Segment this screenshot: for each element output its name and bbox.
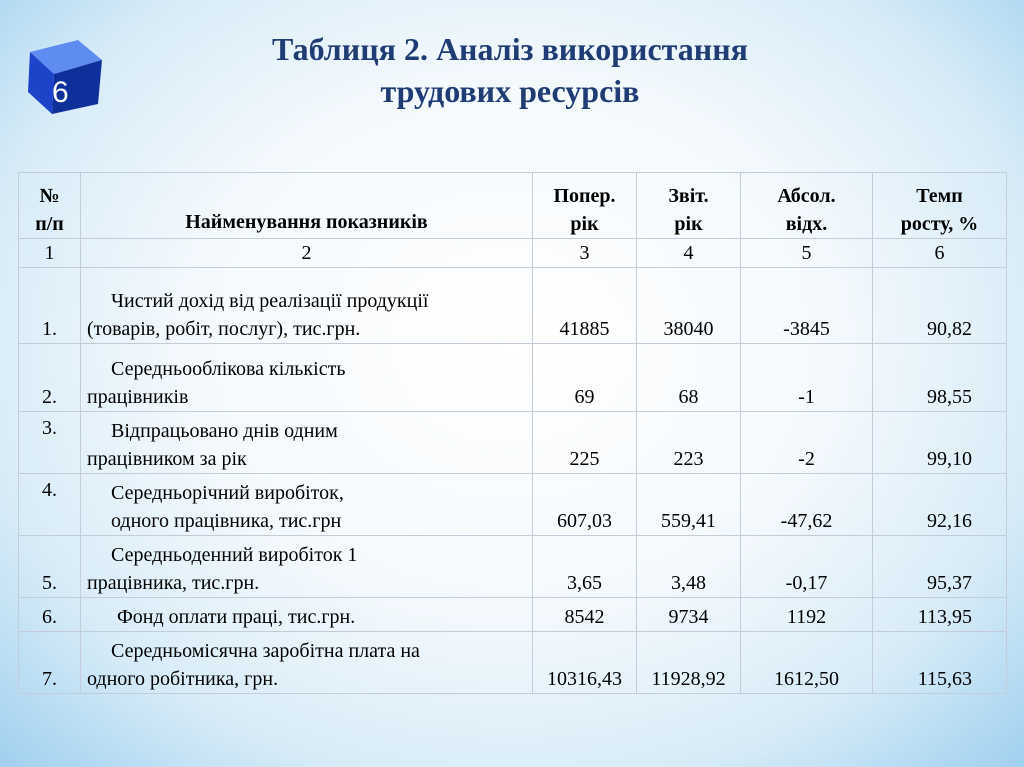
- slide-number-badge: [22, 30, 110, 118]
- indicator-name: Середньоденний виробіток 1 працівника, тис.грн.: [81, 536, 533, 598]
- slide-number-text: 6: [52, 76, 69, 109]
- page-title: [180, 28, 840, 112]
- title-line-2: трудових ресурсів: [380, 73, 640, 109]
- abs-deviation-value: 1192: [741, 598, 873, 632]
- prev-year-value: 607,03: [533, 474, 637, 536]
- header-no: № п/п: [19, 173, 81, 239]
- column-number: 5: [741, 239, 873, 268]
- growth-rate-value: 92,16: [873, 474, 1007, 536]
- column-number-row: [19, 239, 1007, 268]
- growth-rate-value: 95,37: [873, 536, 1007, 598]
- report-year-value: 38040: [637, 268, 741, 344]
- abs-deviation-value: -47,62: [741, 474, 873, 536]
- table-row: [19, 598, 1007, 632]
- row-number: 6.: [19, 598, 81, 632]
- row-number: 3.: [19, 412, 81, 474]
- labor-resources-table: [18, 172, 1007, 694]
- header-growth-rate: Темп росту, %: [873, 173, 1007, 239]
- prev-year-value: 10316,43: [533, 632, 637, 694]
- column-number: 2: [81, 239, 533, 268]
- title-line-1: Таблиця 2. Аналіз використання: [272, 31, 748, 67]
- prev-year-value: 69: [533, 344, 637, 412]
- growth-rate-value: 98,55: [873, 344, 1007, 412]
- prev-year-value: 8542: [533, 598, 637, 632]
- report-year-value: 3,48: [637, 536, 741, 598]
- indicator-name: Середньооблікова кількість працівників: [81, 344, 533, 412]
- header-prev-year: Попер. рік: [533, 173, 637, 239]
- row-number: 1.: [19, 268, 81, 344]
- report-year-value: 223: [637, 412, 741, 474]
- report-year-value: 11928,92: [637, 632, 741, 694]
- report-year-value: 68: [637, 344, 741, 412]
- abs-deviation-value: -3845: [741, 268, 873, 344]
- header-report-year: Звіт. рік: [637, 173, 741, 239]
- column-number: 3: [533, 239, 637, 268]
- growth-rate-value: 113,95: [873, 598, 1007, 632]
- row-number: 5.: [19, 536, 81, 598]
- indicator-name: Чистий дохід від реалізації продукції (товарів, робіт, послуг), тис.грн.: [81, 268, 533, 344]
- header-abs-deviation: Абсол. відх.: [741, 173, 873, 239]
- column-number: 1: [19, 239, 81, 268]
- indicator-name: Середньорічний виробіток, одного працівника, тис.грн: [81, 474, 533, 536]
- abs-deviation-value: 1612,50: [741, 632, 873, 694]
- indicator-name: Відпрацьовано днів одним працівником за рік: [81, 412, 533, 474]
- growth-rate-value: 99,10: [873, 412, 1007, 474]
- table-row: [19, 536, 1007, 598]
- header-name: Найменування показників: [81, 173, 533, 239]
- prev-year-value: 41885: [533, 268, 637, 344]
- table-row: [19, 344, 1007, 412]
- abs-deviation-value: -2: [741, 412, 873, 474]
- table-row: [19, 474, 1007, 536]
- column-number: 4: [637, 239, 741, 268]
- row-number: 2.: [19, 344, 81, 412]
- growth-rate-value: 90,82: [873, 268, 1007, 344]
- table-row: [19, 412, 1007, 474]
- indicator-name: Середньомісячна заробітна плата на одного робітника, грн.: [81, 632, 533, 694]
- row-number: 4.: [19, 474, 81, 536]
- report-year-value: 559,41: [637, 474, 741, 536]
- row-number: 7.: [19, 632, 81, 694]
- abs-deviation-value: -1: [741, 344, 873, 412]
- table-row: [19, 268, 1007, 344]
- report-year-value: 9734: [637, 598, 741, 632]
- abs-deviation-value: -0,17: [741, 536, 873, 598]
- prev-year-value: 3,65: [533, 536, 637, 598]
- table-header-row: [19, 173, 1007, 239]
- indicator-name: Фонд оплати праці, тис.грн.: [81, 598, 533, 632]
- column-number: 6: [873, 239, 1007, 268]
- table-row: [19, 632, 1007, 694]
- prev-year-value: 225: [533, 412, 637, 474]
- growth-rate-value: 115,63: [873, 632, 1007, 694]
